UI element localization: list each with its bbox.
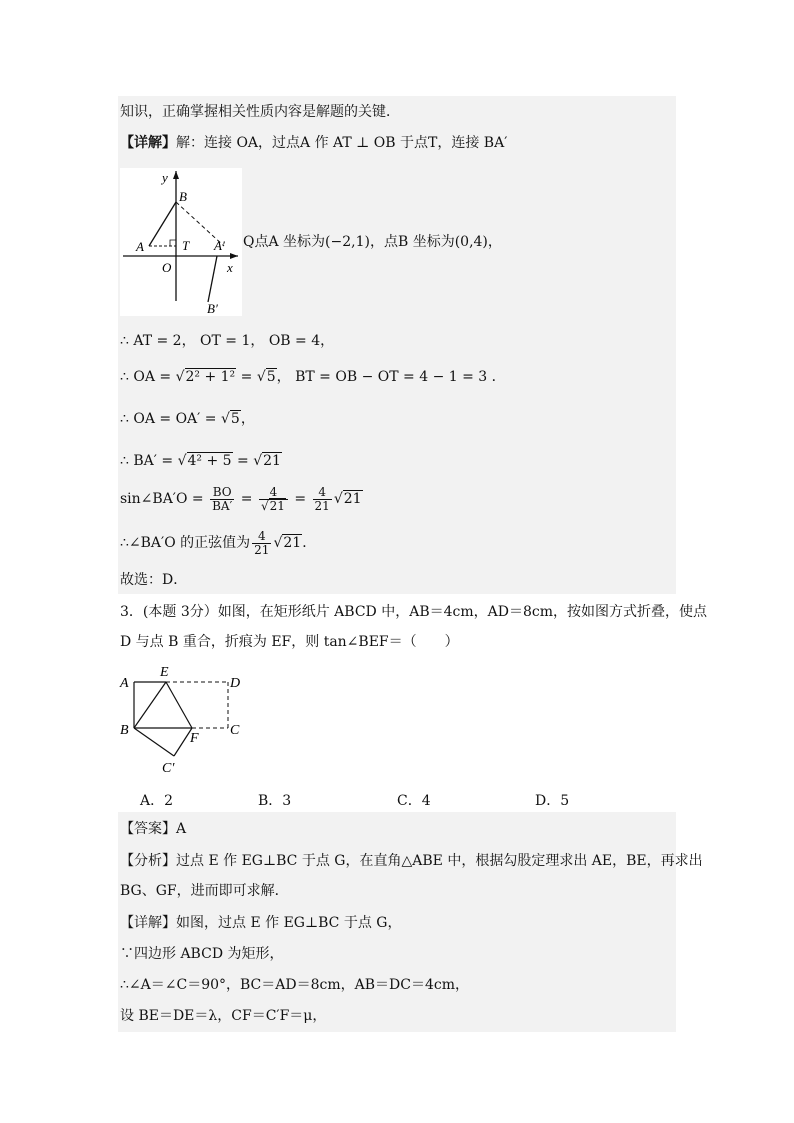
right-angle-mark bbox=[170, 240, 176, 246]
step-4: ∴ BA′ = √4² + 5 = √21 bbox=[120, 453, 281, 469]
step-5-radicand: 21 bbox=[343, 491, 362, 507]
step-5-f2-den: √21 bbox=[260, 498, 285, 513]
segment-be bbox=[134, 682, 166, 728]
step-6-num: 4 bbox=[252, 530, 271, 544]
crease-ef bbox=[166, 682, 192, 728]
label-y: y bbox=[162, 170, 168, 185]
step-5-f3-den: 21 bbox=[314, 498, 330, 513]
coord-text: Q点A 坐标为(−2,1)，点B 坐标为(0,4)， bbox=[243, 234, 502, 250]
segment-b-prime bbox=[208, 256, 217, 302]
label-o: O bbox=[162, 260, 172, 275]
label-c: C bbox=[230, 723, 240, 738]
label-f: F bbox=[190, 731, 199, 746]
question-3-detail-2: ∵四边形 ABCD 为矩形， bbox=[120, 946, 284, 962]
step-2-lead: ∴ OA = bbox=[120, 369, 176, 385]
step-6-den: 21 bbox=[254, 542, 270, 557]
label-b: B bbox=[120, 723, 129, 738]
detail-text: 解：连接 OA，过点A 作 AT ⊥ OB 于点T，连接 BA′ bbox=[176, 135, 508, 151]
step-5-f2-den-radicand: 21 bbox=[269, 498, 285, 513]
label-t: T bbox=[182, 238, 190, 253]
step-1: ∴ AT = 2， OT = 1， OB = 4， bbox=[120, 333, 335, 349]
step-2: ∴ OA = √2² + 1² = √5， BT = OB − OT = 4 − 1 = 3 ． bbox=[120, 369, 506, 385]
y-axis-arrow bbox=[173, 171, 179, 179]
step-6-radicand: 21 bbox=[283, 535, 302, 551]
label-d: D bbox=[230, 676, 241, 691]
step-2-radicand-2: 5 bbox=[266, 369, 276, 385]
step-4-eq: = bbox=[232, 453, 254, 469]
step-4-radicand-2: 21 bbox=[263, 453, 281, 469]
coordinate-figure-svg bbox=[120, 168, 242, 316]
question-3-answer: 【答案】A bbox=[120, 821, 187, 837]
detail-line bbox=[120, 132, 507, 154]
question-3-detail-3: ∴∠A＝∠C＝90°，BC＝AD＝8cm，AB＝DC＝4cm， bbox=[120, 977, 469, 993]
question-3-detail-4: 设 BE＝DE＝λ，CF＝C′F＝μ， bbox=[120, 1008, 327, 1024]
step-5-f1-den: BA′ bbox=[212, 498, 233, 513]
step-5-fraction-1 bbox=[210, 486, 234, 513]
prev-answer: 故选：D． bbox=[120, 572, 188, 588]
detail-tag: 【详解】 bbox=[120, 135, 176, 151]
question-3-analysis-2: BG、GF，进而即可求解． bbox=[120, 883, 289, 899]
question-3-stem-1: 3．(本题 3分）如图，在矩形纸片 ABCD 中，AB＝4cm，AD＝8cm，按如图方式折叠，使点 bbox=[120, 604, 708, 620]
question-3-stem-2: D 与点 B 重合，折痕为 EF，则 tan∠BEF＝（ ） bbox=[120, 634, 459, 650]
step-5-eq-2: = bbox=[289, 491, 311, 507]
label-a: A bbox=[120, 676, 129, 691]
step-6-fraction bbox=[252, 530, 271, 557]
step-5-f3-num: 4 bbox=[313, 486, 332, 500]
step-3: ∴ OA = OA′ = √5， bbox=[120, 411, 255, 427]
step-6: ∴∠BA′O 的正弦值为 $\frac{4}{21}$ √21． bbox=[120, 528, 317, 557]
step-3-radicand: 5 bbox=[230, 411, 240, 427]
step-4-radicand-1: 4² + 5 bbox=[187, 453, 232, 469]
choice-d[interactable]: D．5 bbox=[535, 793, 570, 809]
step-2-tail: ， BT = OB − OT = 4 − 1 = 3 ． bbox=[276, 369, 506, 385]
rectangle-fold-figure bbox=[118, 662, 248, 776]
step-6-tail: ． bbox=[302, 535, 317, 551]
step-5-lead: sin∠BA′O = bbox=[120, 491, 209, 507]
x-axis-arrow bbox=[230, 253, 238, 259]
label-a: A bbox=[136, 239, 144, 254]
label-b-prime: B′ bbox=[207, 301, 218, 316]
step-5-eq-1: = bbox=[236, 491, 257, 507]
choice-b[interactable]: B．3 bbox=[258, 793, 292, 809]
step-5-fraction-2 bbox=[259, 486, 288, 513]
step-6-lead: ∴∠BA′O 的正弦值为 bbox=[120, 535, 251, 551]
step-3-lead: ∴ OA = OA′ = bbox=[120, 411, 221, 427]
label-b: B bbox=[179, 189, 187, 204]
step-5: sin∠BA′O = $\frac{BO}{BA'}$ = $\frac{4}{√21}$ = $\frac{4}{21}$ √21 bbox=[120, 484, 362, 513]
step-2-eq: = bbox=[236, 369, 257, 385]
label-a-prime: A′ bbox=[214, 238, 225, 253]
segment-ba bbox=[149, 202, 176, 246]
choice-a[interactable]: A．2 bbox=[140, 793, 174, 809]
label-x: x bbox=[227, 260, 233, 275]
step-2-radicand-1: 2² + 1² bbox=[185, 369, 236, 385]
question-3-analysis-1: 【分析】过点 E 作 EG⊥BC 于点 G，在直角△ABE 中，根据勾股定理求出 AE，BE，再求出 bbox=[120, 853, 703, 869]
coordinate-figure bbox=[120, 168, 242, 316]
step-3-tail: ， bbox=[240, 411, 255, 427]
intro-line: 知识，正确掌握相关性质内容是解题的关键． bbox=[120, 104, 400, 120]
step-4-lead: ∴ BA′ = bbox=[120, 453, 178, 469]
rectangle-fold-svg bbox=[118, 662, 248, 776]
label-c-prime: C′ bbox=[162, 761, 175, 776]
step-5-f1-num: BO bbox=[210, 486, 234, 500]
question-3-detail-1: 【详解】如图，过点 E 作 EG⊥BC 于点 G， bbox=[120, 915, 402, 931]
choice-c[interactable]: C．4 bbox=[397, 793, 431, 809]
step-5-fraction-3 bbox=[313, 486, 332, 513]
step-5-f2-num: 4 bbox=[259, 486, 288, 500]
segment-bc-prime bbox=[134, 728, 174, 756]
label-e: E bbox=[160, 665, 169, 680]
